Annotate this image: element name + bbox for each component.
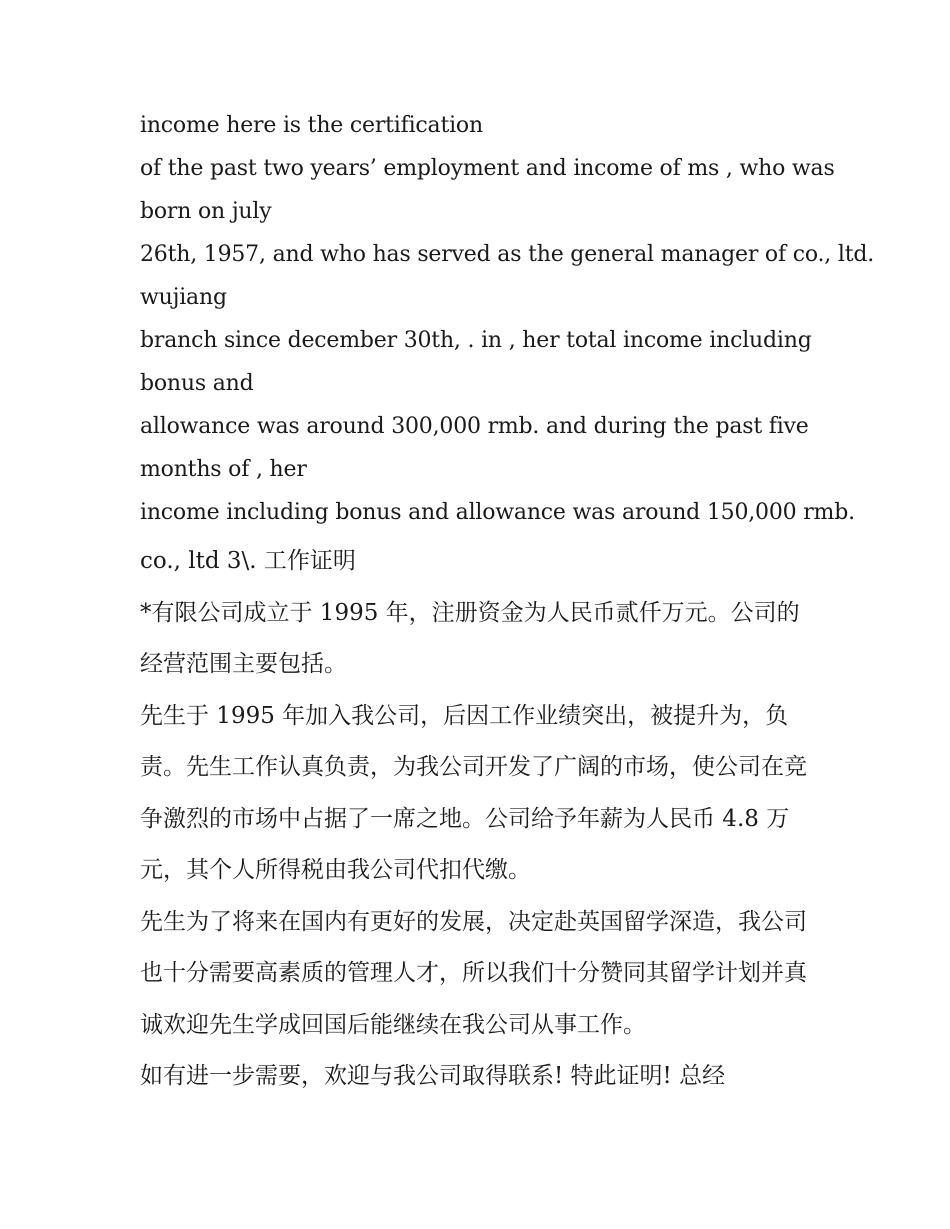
chinese-certification-text — [140, 536, 820, 1103]
english-line: allowance was around 300,000 rmb. and during the past five — [140, 414, 809, 439]
english-line: wujiang — [140, 285, 227, 310]
english-line: months of , her — [140, 457, 307, 482]
chinese-paragraph: 如有进一步需要，欢迎与我公司取得联系! 特此证明! 总经 — [140, 1063, 726, 1089]
english-line: bonus and — [140, 371, 254, 396]
chinese-title: co., ltd 3\. 工作证明 — [140, 548, 356, 574]
english-line: income here is the certification — [140, 113, 483, 138]
english-line: 26th, 1957, and who has served as the general manager of co., ltd. — [140, 242, 875, 267]
english-line: branch since december 30th, . in , her total income including — [140, 328, 812, 353]
english-line: born on july — [140, 199, 272, 224]
english-line: of the past two years’ employment and income of ms , who was — [140, 156, 835, 181]
english-certification-text — [140, 104, 875, 534]
chinese-paragraph: *有限公司成立于 1995 年，注册资金为人民币贰仟万元。公司的经营范围主要包括。 — [140, 599, 800, 677]
chinese-paragraph: 先生于 1995 年加入我公司，后因工作业绩突出，被提升为，负责。先生工作认真负责，为我公司开发了广阔的市场，使公司在竞争激烈的市场中占据了一席之地。公司给予年薪为人民币 4.8 万元，其个人所得税由我公司代扣代缴。 — [140, 702, 807, 883]
chinese-paragraph: 先生为了将来在国内有更好的发展，决定赴英国留学深造，我公司也十分需要高素质的管理人才，所以我们十分赞同其留学计划并真诚欢迎先生学成回国后能继续在我公司从事工作。 — [140, 908, 807, 1038]
english-line: income including bonus and allowance was around 150,000 rmb. — [140, 500, 855, 525]
